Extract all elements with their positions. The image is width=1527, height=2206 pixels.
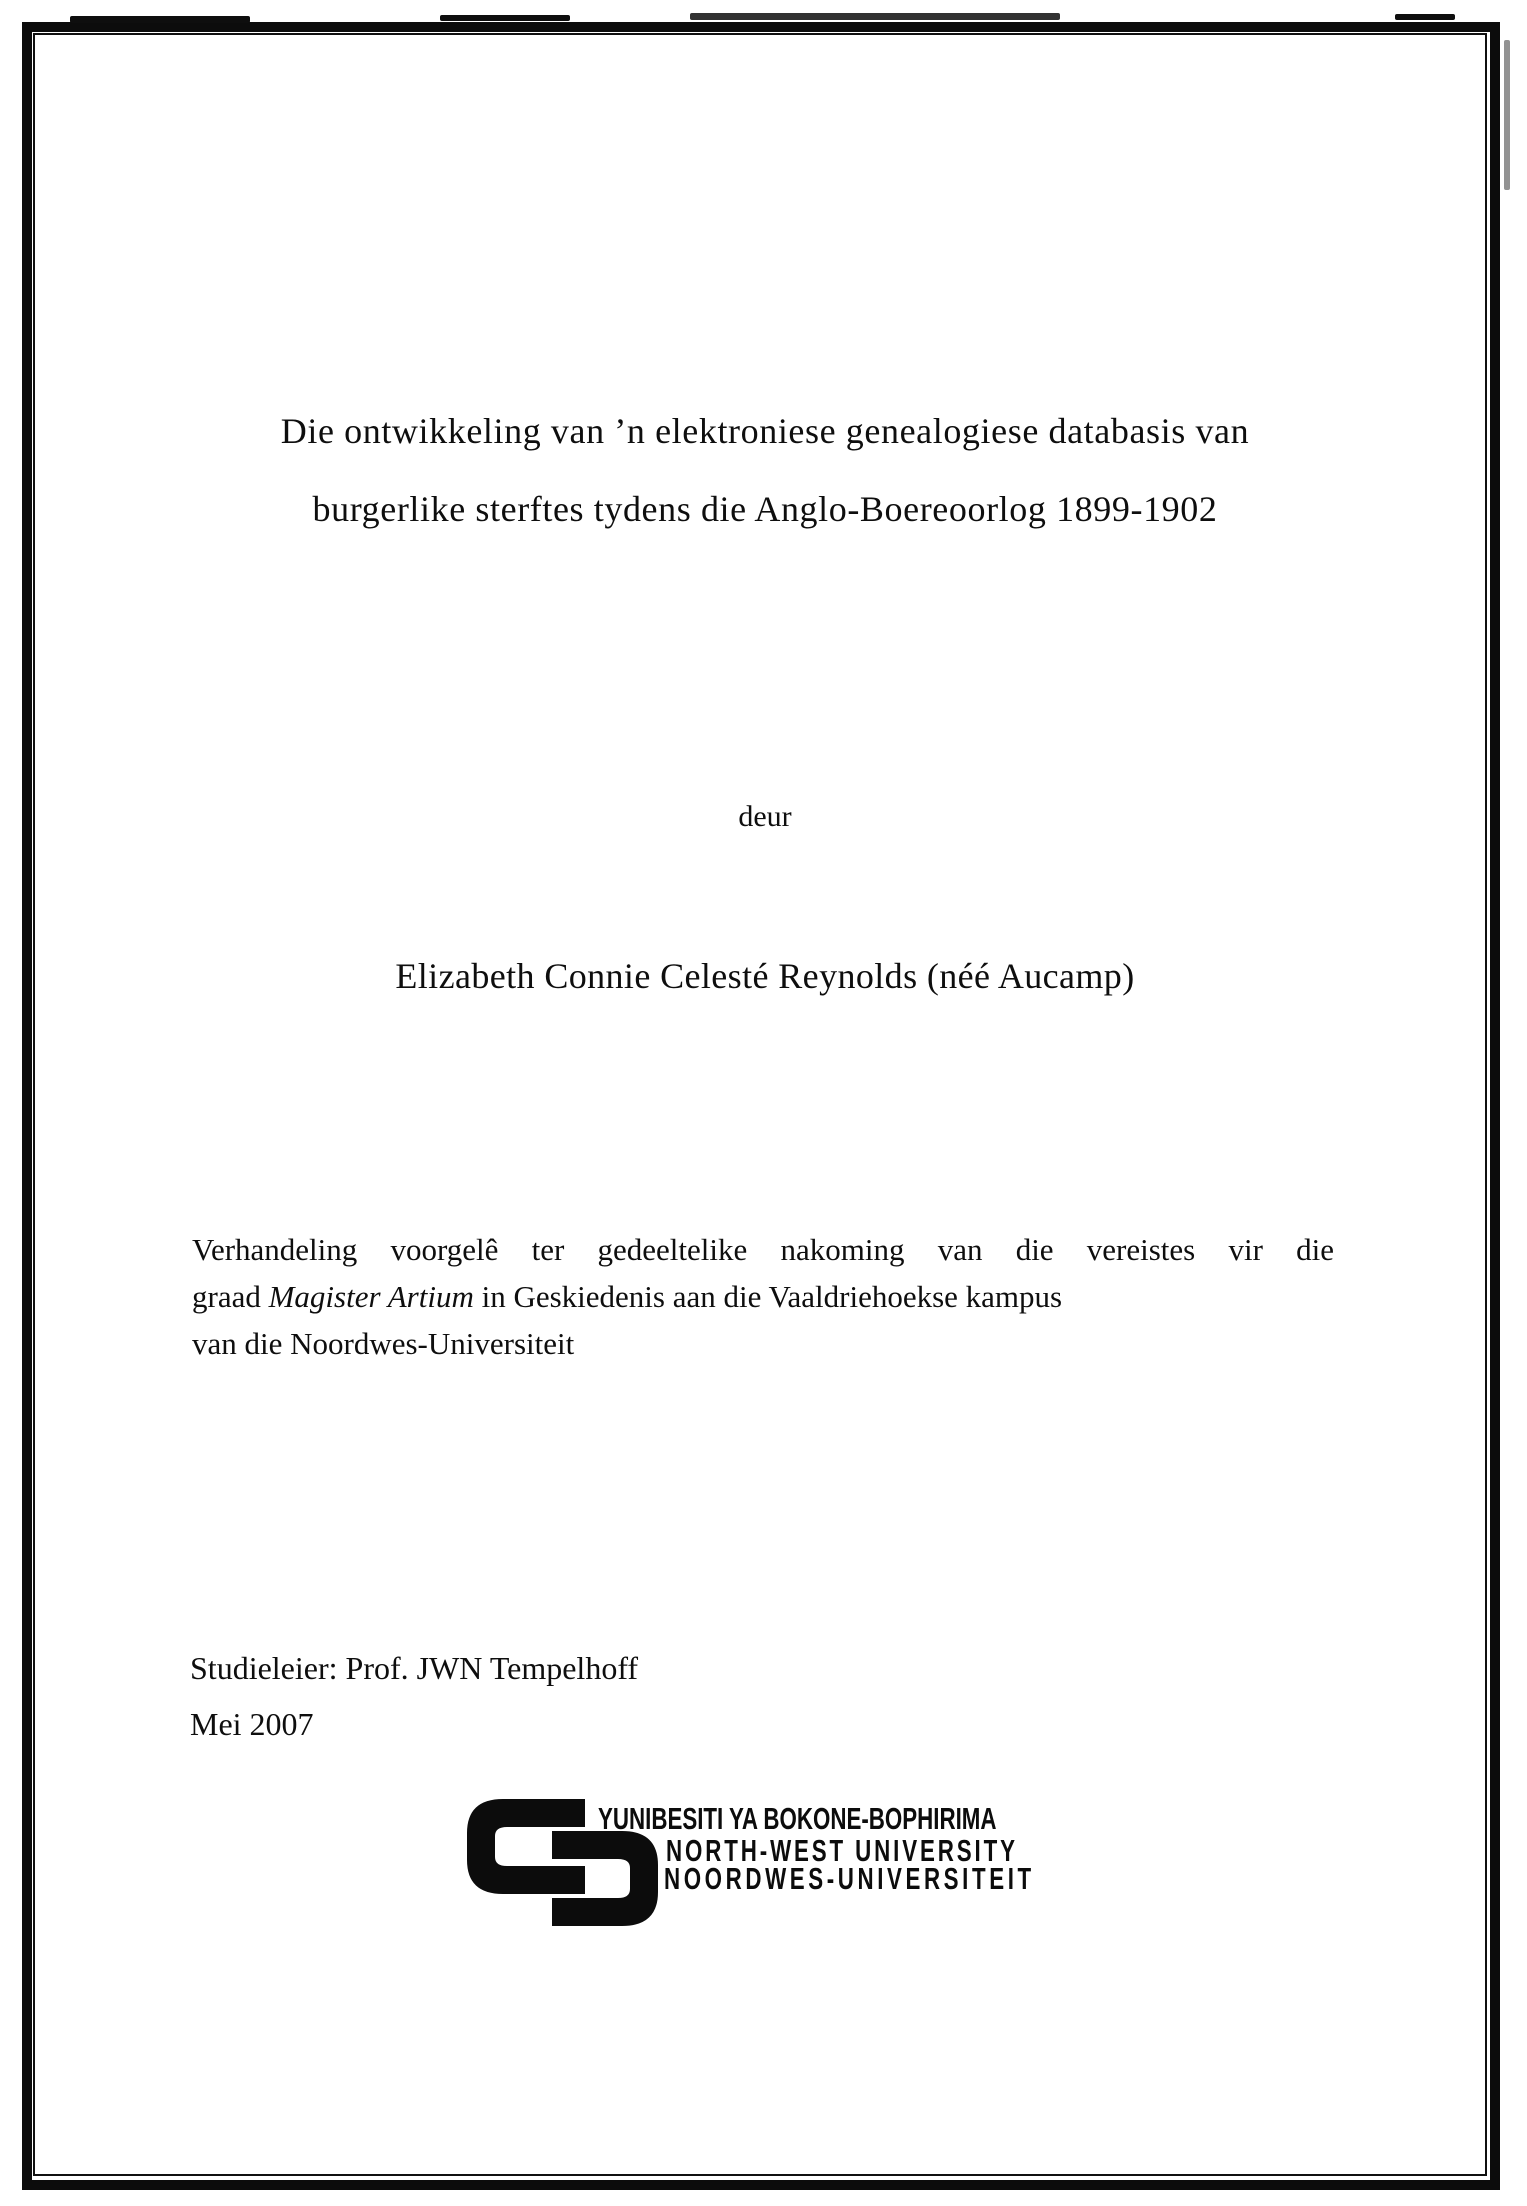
date-line: Mei 2007	[190, 1706, 314, 1742]
submission-line-2-pre: graad	[192, 1279, 269, 1314]
byline-deur: deur	[738, 800, 792, 833]
thesis-title-line-1: Die ontwikkeling van ’n elektroniese genealogiese databasis van	[280, 411, 1250, 451]
nwu-logo-text-english: NORTH-WEST UNIVERSITY	[666, 1833, 1018, 1868]
scan-artifact	[1504, 40, 1510, 190]
scan-artifact	[690, 13, 1060, 20]
nwu-logo-text-afrikaans: NOORDWES-UNIVERSITEIT	[664, 1861, 1035, 1896]
scan-artifact	[440, 15, 570, 21]
submission-line-3: van die Noordwes-Universiteit	[192, 1326, 575, 1361]
scan-artifact	[70, 16, 250, 23]
author-name: Elizabeth Connie Celesté Reynolds (néé Aucamp)	[395, 956, 1135, 996]
nwu-logo-text-setswana: YUNIBESITI YA BOKONE-BOPHIRIMA	[598, 1801, 997, 1836]
scan-artifact	[1395, 14, 1455, 20]
thesis-title-line-2: burgerlike sterftes tydens die Anglo-Boereoorlog 1899-1902	[312, 489, 1218, 529]
degree-name-italic: Magister Artium	[268, 1279, 474, 1314]
thesis-title	[170, 392, 1360, 548]
submission-line-1: Verhandeling voorgelê ter gedeeltelike nakoming van die vereistes vir die	[192, 1232, 1334, 1267]
submission-line-2	[192, 1273, 1334, 1320]
supervisor-line: Studieleier: Prof. JWN Tempelhoff	[190, 1650, 639, 1686]
submission-line-2-post: in Geskiedenis aan die Vaaldriehoekse kampus	[473, 1279, 1063, 1314]
submission-statement	[192, 1226, 1334, 1367]
